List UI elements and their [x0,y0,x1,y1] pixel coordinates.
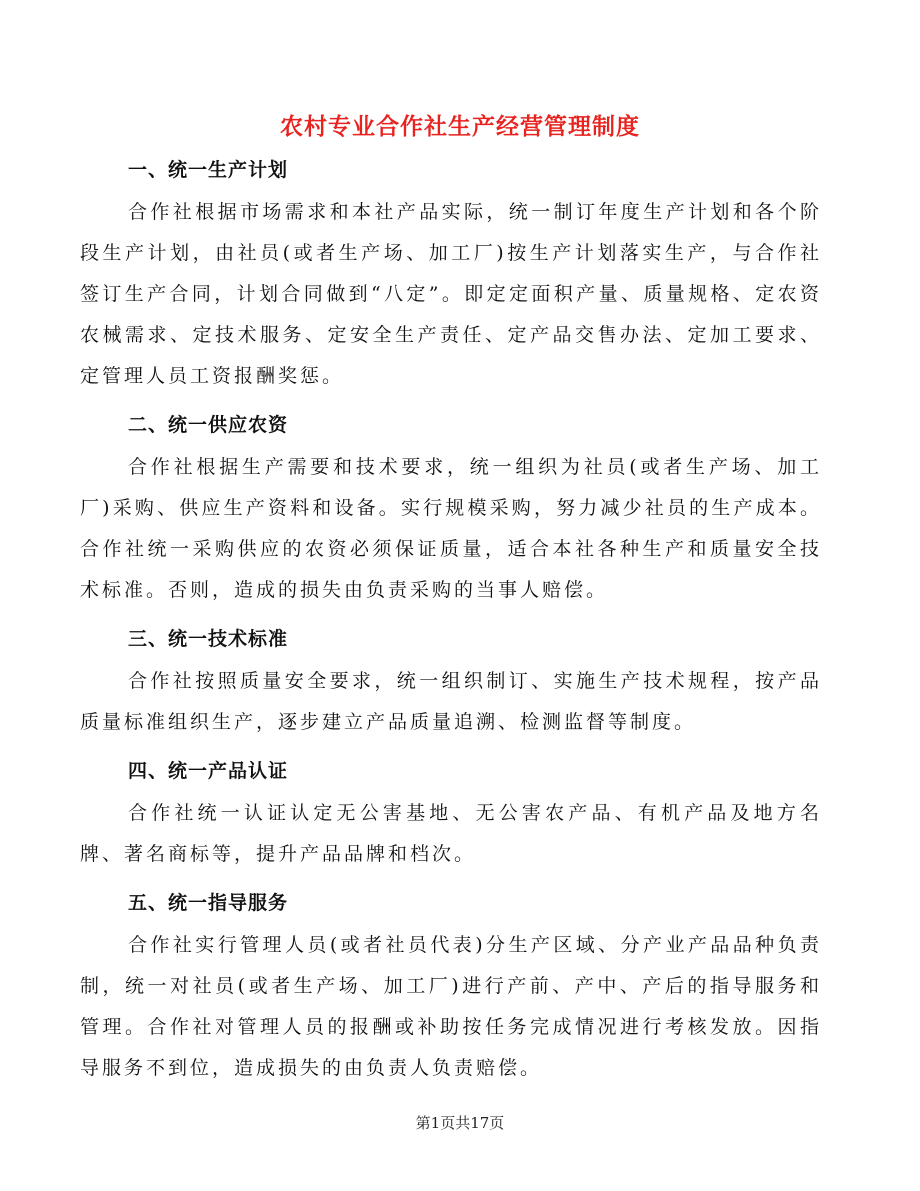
section-heading: 三、统一技术标准 [128,628,289,650]
page-indicator: 第1页共17页 [415,1114,505,1132]
section-heading: 四、统一产品认证 [128,760,289,782]
section-heading: 二、统一供应农资 [128,414,289,436]
section-paragraph: 合作社根据市场需求和本社产品实际，统一制订年度生产计划和各个阶段生产计划，由社员(或者生产场、加工厂)按生产计划落实生产，与合作社签订生产合同，计划合同做到“八定”。即定定面积产量、质量规格、定农资农械需求、定技术服务、定安全生产责任、定产品交售办法、定加工要求、定管理人员工资报酬奖惩。 [80,201,822,387]
section-heading: 一、统一生产计划 [128,159,289,181]
document-title: 农村专业合作社生产经营管理制度 [280,113,640,140]
section-paragraph: 合作社统一认证认定无公害基地、无公害农产品、有机产品及地方名牌、著名商标等，提升产品品牌和档次。 [80,802,822,865]
section-2 [80,403,822,611]
section-4 [80,749,822,875]
section-3 [80,617,822,743]
section-1 [80,148,822,397]
section-paragraph: 合作社实行管理人员(或者社员代表)分生产区域、分产业产品品种负责制，统一对社员(或者生产场、加工厂)进行产前、产中、产后的指导服务和管理。合作社对管理人员的报酬或补助按任务完成情况进行考核发放。因指导服务不到位，造成损失的由负责人负责赔偿。 [80,934,822,1079]
section-5 [80,881,822,1089]
document-body [80,148,822,1095]
section-paragraph: 合作社根据生产需要和技术要求，统一组织为社员(或者生产场、加工厂)采购、供应生产资料和设备。实行规模采购，努力减少社员的生产成本。合作社统一采购供应的农资必须保证质量，适合本社各种生产和质量安全技术标准。否则，造成的损失由负责采购的当事人赔偿。 [80,456,822,601]
section-paragraph: 合作社按照质量安全要求，统一组织制订、实施生产技术规程，按产品质量标准组织生产，逐步建立产品质量追溯、检测监督等制度。 [80,670,822,733]
section-heading: 五、统一指导服务 [128,892,289,914]
